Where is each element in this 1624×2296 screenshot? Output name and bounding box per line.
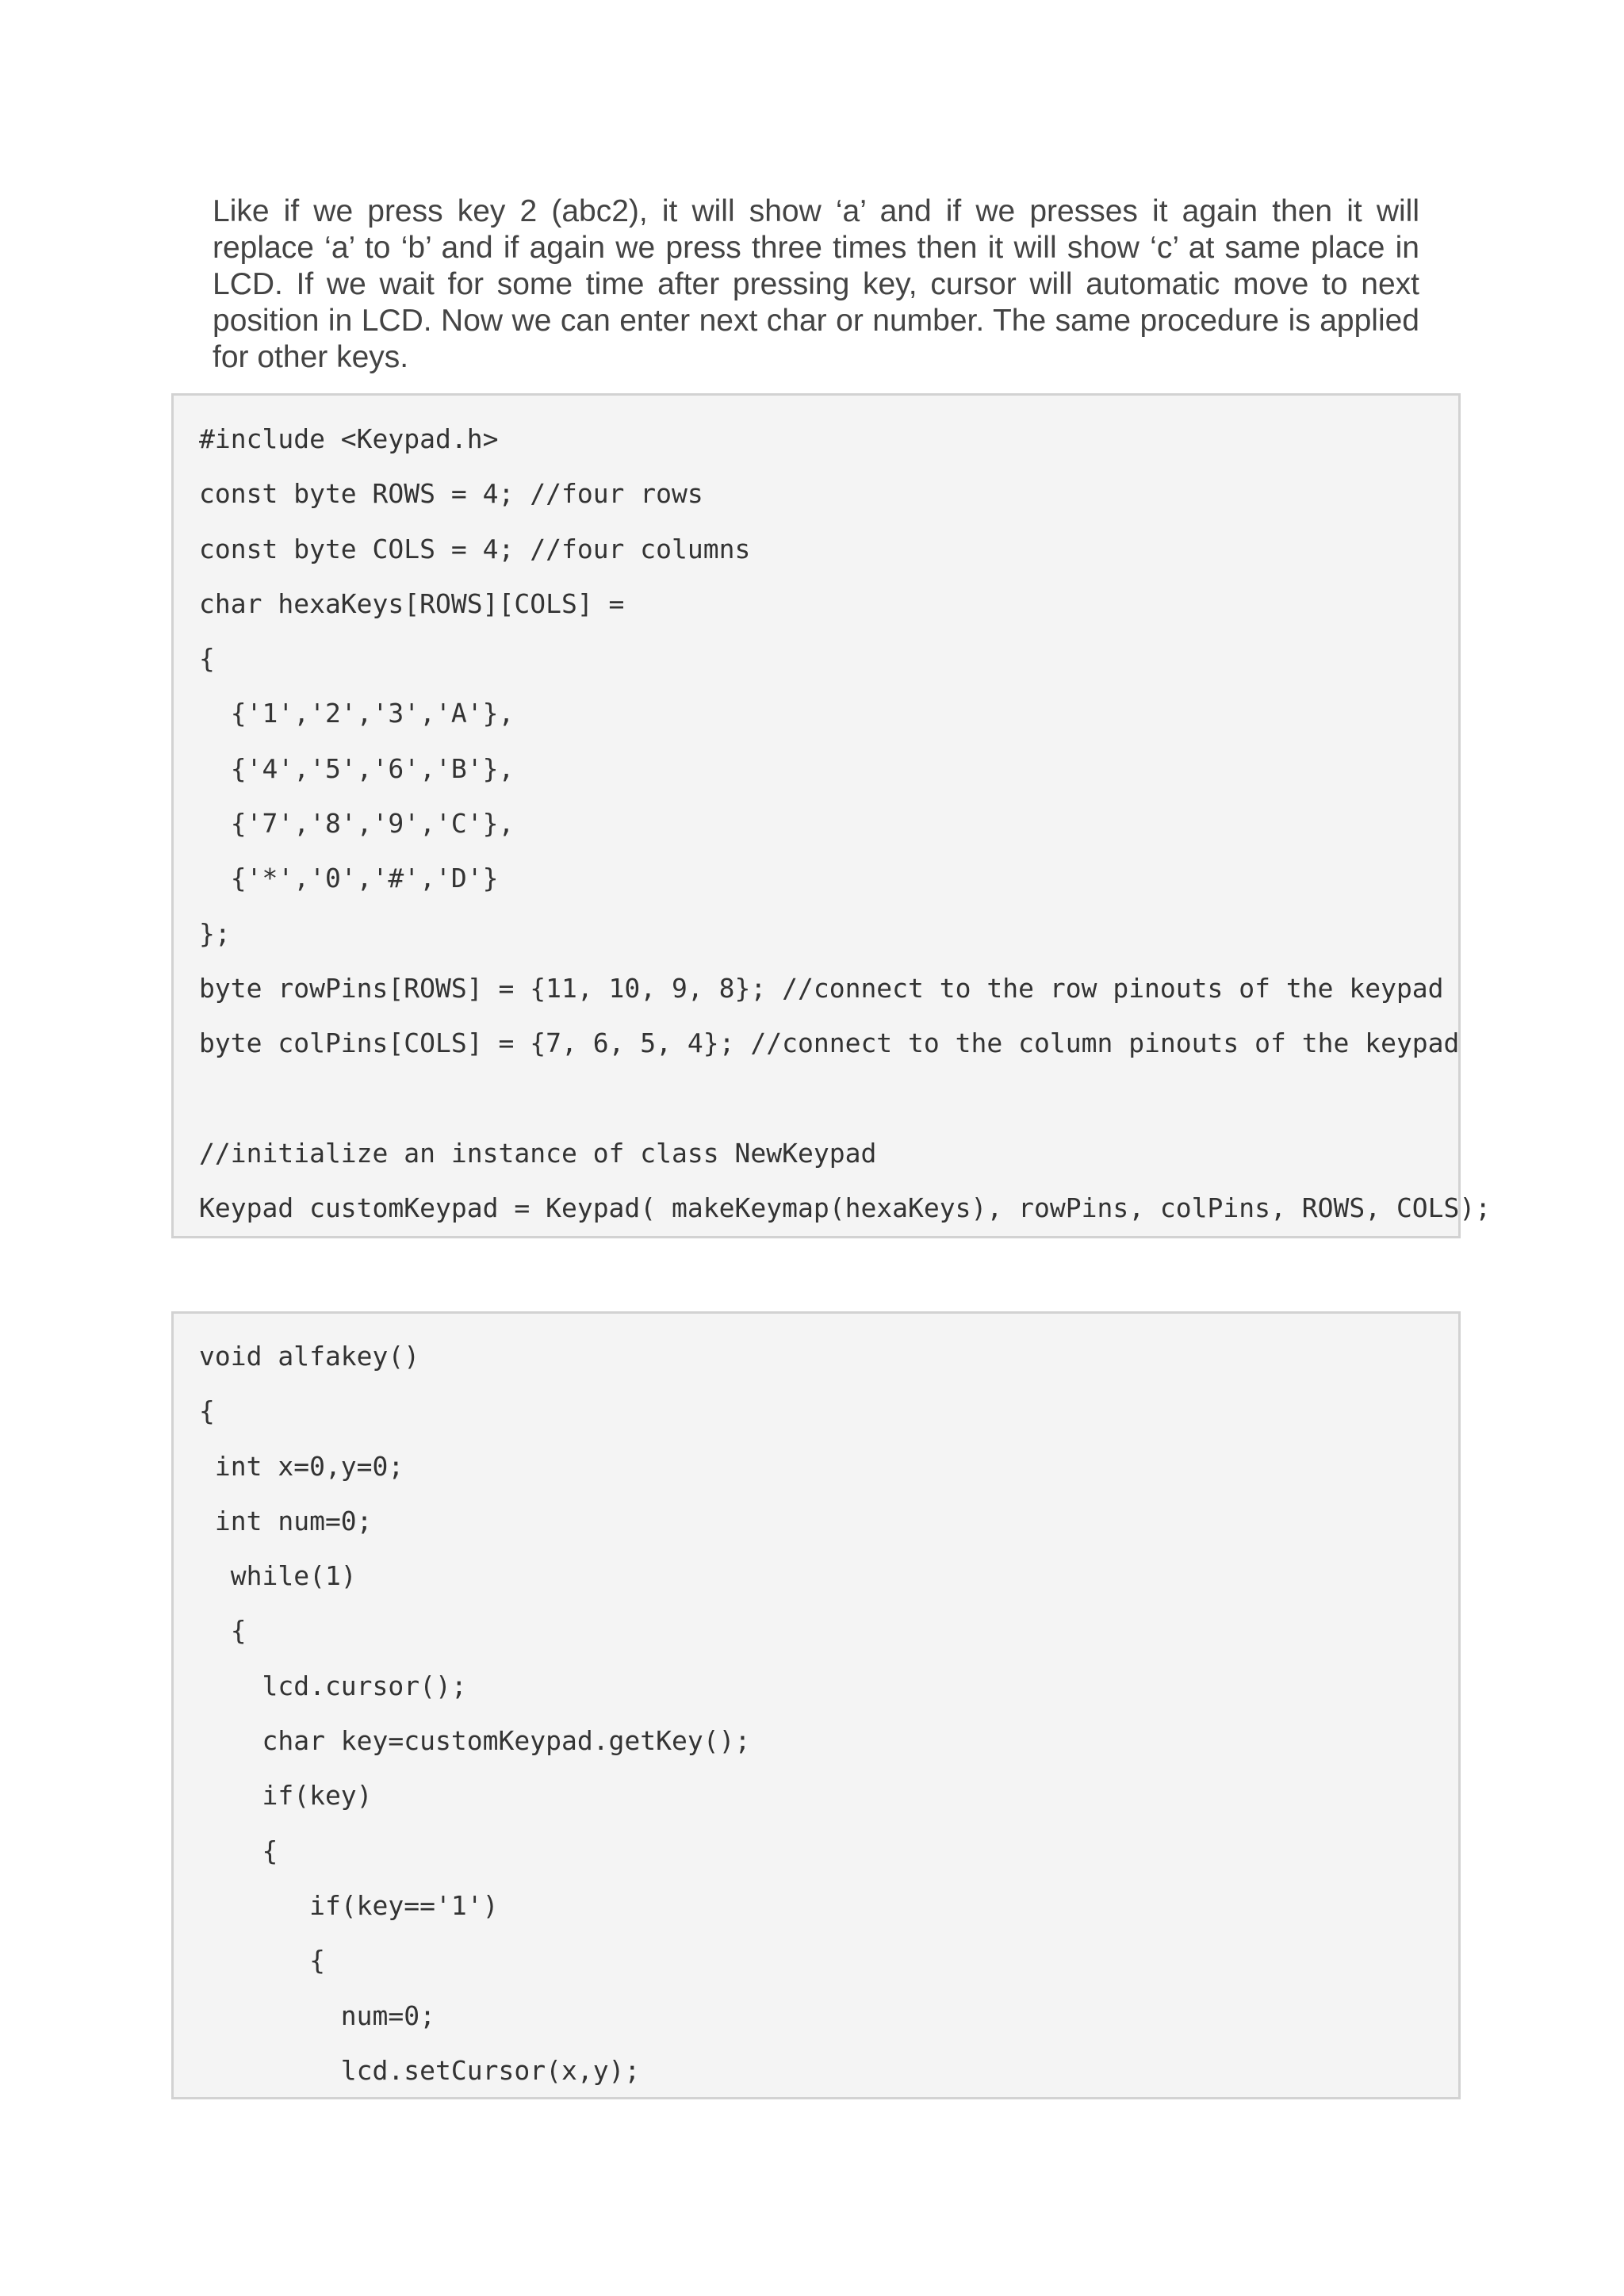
- code-line: {: [199, 1615, 247, 1647]
- code-line: };: [199, 917, 231, 949]
- code-line-blank: [199, 1071, 1458, 1126]
- code-line: lcd.cursor();: [199, 1670, 467, 1701]
- code-line: if(key): [199, 1780, 373, 1812]
- code-line: int x=0,y=0;: [199, 1450, 404, 1482]
- code-line: {'7','8','9','C'},: [199, 808, 515, 840]
- code-block-keypad-setup: [171, 393, 1492, 1238]
- code-line: {'1','2','3','A'},: [199, 698, 515, 729]
- code-line: byte rowPins[ROWS] = {11, 10, 9, 8}; //connect to the row pinouts of the keypad: [199, 972, 1444, 1004]
- code-line: lcd.setCursor(x,y);: [199, 2054, 641, 2086]
- code-line: void alfakey(): [199, 1341, 420, 1372]
- code-line: {'4','5','6','B'},: [199, 752, 515, 784]
- code-block-alfakey-function: [171, 1311, 1461, 2099]
- code-line: const byte ROWS = 4; //four rows: [199, 478, 703, 510]
- code-line: int num=0;: [199, 1505, 373, 1536]
- code-line: {: [199, 643, 215, 675]
- code-line: {: [199, 1835, 278, 1866]
- code-line: char key=customKeypad.getKey();: [199, 1725, 751, 1757]
- code-line: while(1): [199, 1560, 357, 1592]
- intro-paragraph: Like if we press key 2 (abc2), it will show ‘a’ and if we presses it again then it will replace ‘a’ to ‘b’ and if again we press three times then it will show ‘c’ at same place in LCD. If we wait for some time after pressing key, cursor will automatic move to next position in LCD. Now we can enter next char or number. The same procedure is applied for other keys.: [213, 194, 1419, 374]
- code-line: if(key=='1'): [199, 1889, 499, 1921]
- code-line: const byte COLS = 4; //four columns: [199, 533, 751, 564]
- code-line: {: [199, 1945, 325, 1976]
- code-line: byte colPins[COLS] = {7, 6, 5, 4}; //connect to the column pinouts of the keypad: [199, 1027, 1460, 1059]
- code-line: char hexaKeys[ROWS][COLS] =: [199, 587, 625, 619]
- code-line: Keypad customKeypad = Keypad( makeKeymap(hexaKeys), rowPins, colPins, ROWS, COLS);: [199, 1192, 1492, 1224]
- code-line: {'*','0','#','D'}: [199, 863, 499, 894]
- code-line: num=0;: [199, 1999, 436, 2031]
- code-line: {: [199, 1395, 215, 1427]
- code-line: //initialize an instance of class NewKeypad: [199, 1137, 877, 1169]
- code-line: #include <Keypad.h>: [199, 423, 499, 454]
